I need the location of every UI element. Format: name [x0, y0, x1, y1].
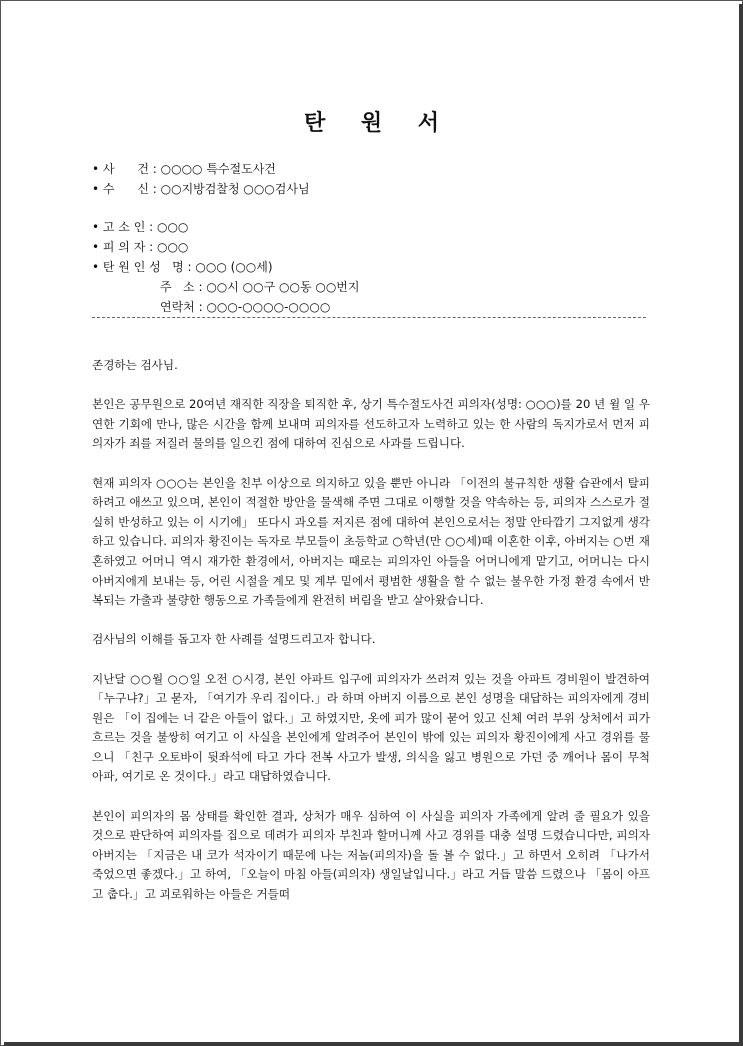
- paragraph-family-response: 본인이 피의자의 몸 상태를 확인한 결과, 상처가 매우 심하여 이 사실을 피의자 가족에게 알려 줄 필요가 있을 것으로 판단하여 피의자를 집으로 데려가 피의자 부친과 할머니께 사고 경위를 대충 설명 드렸습니다만, 피의자 아버지는 「지금은 내 코가 석자이기 때문에 나는 저놈(피의자)을 돌 볼 수 없다.」고 하면서 오히려 「나가서 죽었으면 좋겠다.」고 하여, 「오늘이 마침 아들(피의자) 생일날입니다.」라고 거듭 말씀 드렸으나 「몸이 아프고 춥다.」고 괴로워하는 아들은 거들떠: [92, 808, 650, 902]
- paragraph-intro: 본인은 공무원으로 20여년 재직한 직장을 퇴직한 후, 상기 특수절도사건 피의자(성명: ○○○)를 20 년 윌 일 우연한 기회에 만나, 많은 시간을 함께 보내며 피의자를 선도하고자 노력하고 있는 한 사람의 독지가로서 먼저 피의자가 죄를 저질러 물의를 일으킨 점에 대하여 진심으로 사과를 드립니다.: [92, 397, 650, 451]
- suspect-line: [92, 238, 188, 258]
- complainant-line: [92, 218, 188, 238]
- case-value: ○○○○ 특수절도사건: [160, 162, 276, 176]
- address-label: 주 소 :: [160, 280, 207, 294]
- frame-shadow-right: [739, 4, 743, 1046]
- frame-shadow-bottom: [4, 1042, 743, 1046]
- complainant-value: ○○○: [156, 220, 189, 234]
- address-line: [160, 278, 359, 298]
- paragraph-incident: 지난달 ○○월 ○○일 오전 ○시경, 본인 아파트 입구에 피의자가 쓰러져 있는 것을 아파트 경비원이 발견하여 「누구냐?」고 묻자, 「여기가 우리 집이다.」라 하며 아버지 이름으로 본인 성명을 대답하는 피의자에게 경비원은 「이 집에는 너 같은 아들이 없다.」고 하였지만, 옷에 피가 많이 묻어 있고 신체 여러 부위 상처에서 피가 흐르는 것을 불쌍히 여기고 이 사실을 본인에게 알려주어 본인이 밖에 있는 피의자 황진이에게 사고 경위를 물으니 「친구 오토바이 뒷좌석에 타고 가다 전복 사고가 발생, 의식을 잃고 병원으로 가던 중 깨어나 몸이 무척 아파, 여기로 온 것이다.」라고 대답하였습니다.: [92, 671, 650, 784]
- paragraph-background: 현재 피의자 ○○○는 본인을 친부 이상으로 의지하고 있을 뿐만 아니라 「이전의 불규칙한 생활 습관에서 탈피하려고 애쓰고 있으며, 본인이 적절한 방안을 물색해 주면 그대로 이행할 것을 약속하는 등, 피의자 스스로가 절실히 반성하고 있는 이 시기에」 또다시 과오를 저지른 점에 대하여 본인으로서는 정말 안타깝기 그지없게 생각하고 있습니다. 피의자 황진이는 독자로 부모들이 초등학교 ○학년(만 ○○세)때 이혼한 이후, 아버지는 ○번 재혼하였고 어머니 역시 재가한 환경에서, 아버지는 때로는 피의자인 아들을 어머니에게 맡기고, 어머니는 다시 아버지에게 보내는 등, 어린 시절을 계모 및 계부 밑에서 평범한 생활을 할 수 없는 불우한 가정 환경 속에서 반복되는 가출과 불량한 행동으로 가족들에게 완전히 버림을 받고 살아왔습니다.: [92, 475, 650, 608]
- contact-value: ○○○-○○○○-○○○○: [206, 300, 331, 314]
- document-title: 탄 원 서: [303, 110, 454, 136]
- suspect-label: • 피 의 자 :: [92, 240, 157, 254]
- suspect-value: ○○○: [156, 240, 189, 254]
- document-body: [92, 356, 650, 905]
- dashed-separator: [92, 317, 646, 318]
- petitioner-label: • 탄 원 인 성 명 :: [92, 260, 196, 274]
- address-value: ○○시 ○○구 ○○동 ○○번지: [206, 280, 360, 294]
- contact-line: [160, 298, 330, 318]
- recipient-line: [92, 180, 310, 200]
- complainant-label: • 고 소 인 :: [92, 220, 157, 234]
- case-line: [92, 160, 276, 180]
- petitioner-value: ○○○ (○○세): [195, 260, 273, 274]
- petitioner-line: [92, 258, 273, 278]
- salutation: 존경하는 검사님.: [92, 358, 178, 372]
- paragraph-example-lead: 검사님의 이해를 돕고자 한 사례를 설명드리고자 합니다.: [92, 632, 376, 647]
- case-label: • 사 건 :: [92, 162, 161, 176]
- recipient-value: ○○지방검찰청 ○○○검사님: [160, 182, 310, 196]
- contact-label: 연락처 :: [160, 300, 207, 314]
- recipient-label: • 수 신 :: [92, 182, 161, 196]
